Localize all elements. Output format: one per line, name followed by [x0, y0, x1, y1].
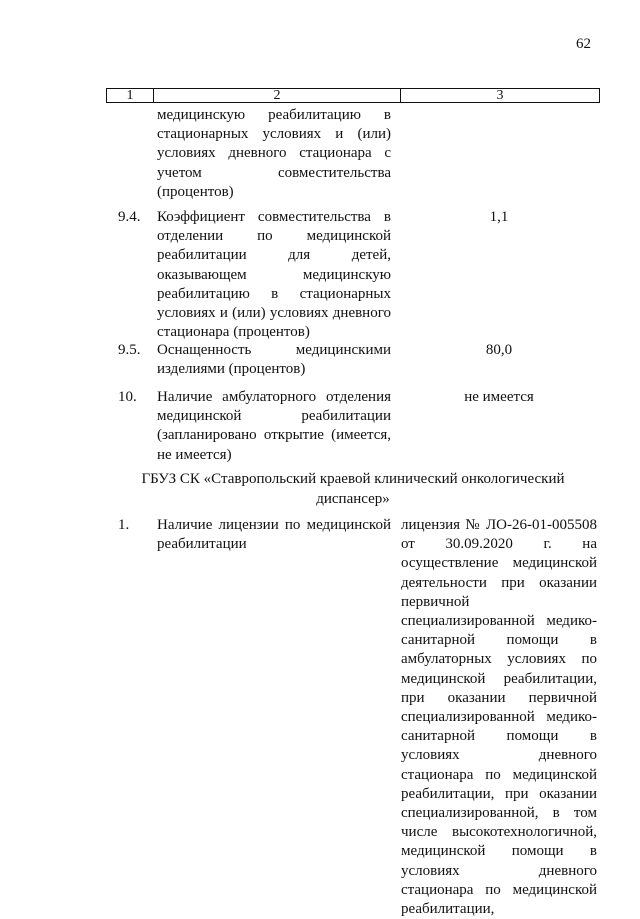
row-description: Наличие амбулаторного отделения медицинской реабилитации (запланировано открытие (имеется, не имеется): [157, 389, 391, 463]
section-heading: ГБУЗ СК «Ставропольский краевой клинический онкологический диспансер»: [141, 471, 565, 507]
row-value: лицензия № ЛО-26-01-005508 от 30.09.2020 г. на осуществление медицинской деятельности при оказании первичной специализированной медико-санитарной помощи в амбулаторных условиях по медицинской реабилитации, при оказании первичной специализированной медико-санитарной помощи в условиях дневного стационара по медицинской реабилитации, при оказании специализированной, в том числе высокотехнологичной, медицинской помощи в условиях дневного стационара по медицинской реабилитации,: [401, 517, 597, 918]
column-number-1: 1: [107, 89, 154, 102]
row-value: 1,1: [489, 209, 509, 225]
column-number-3: 3: [496, 88, 504, 103]
row-number: 1.: [118, 517, 130, 533]
row-number: 9.5.: [118, 342, 141, 358]
row-description: медицинскую реабилитацию в стационарных условиях и (или) условиях дневного стационара с учетом совместительства (процентов): [157, 107, 391, 200]
row-value: не имеется: [464, 389, 534, 405]
column-number-2: 2: [154, 89, 401, 102]
row-description: Коэффициент совместительства в отделении по медицинской реабилитации для детей, оказывающем медицинскую реабилитацию в стационарных условиях и (или) условиях дневного стационара (процентов): [157, 209, 391, 341]
page-number: 62: [576, 36, 591, 52]
row-value: 80,0: [485, 342, 513, 358]
row-description: Оснащенность медицинскими изделиями (процентов): [157, 342, 391, 378]
row-number: 10.: [118, 389, 137, 405]
row-description: Наличие лицензии по медицинской реабилитации: [157, 517, 391, 553]
row-number: 9.4.: [118, 209, 141, 225]
table-column-header: [106, 88, 600, 103]
